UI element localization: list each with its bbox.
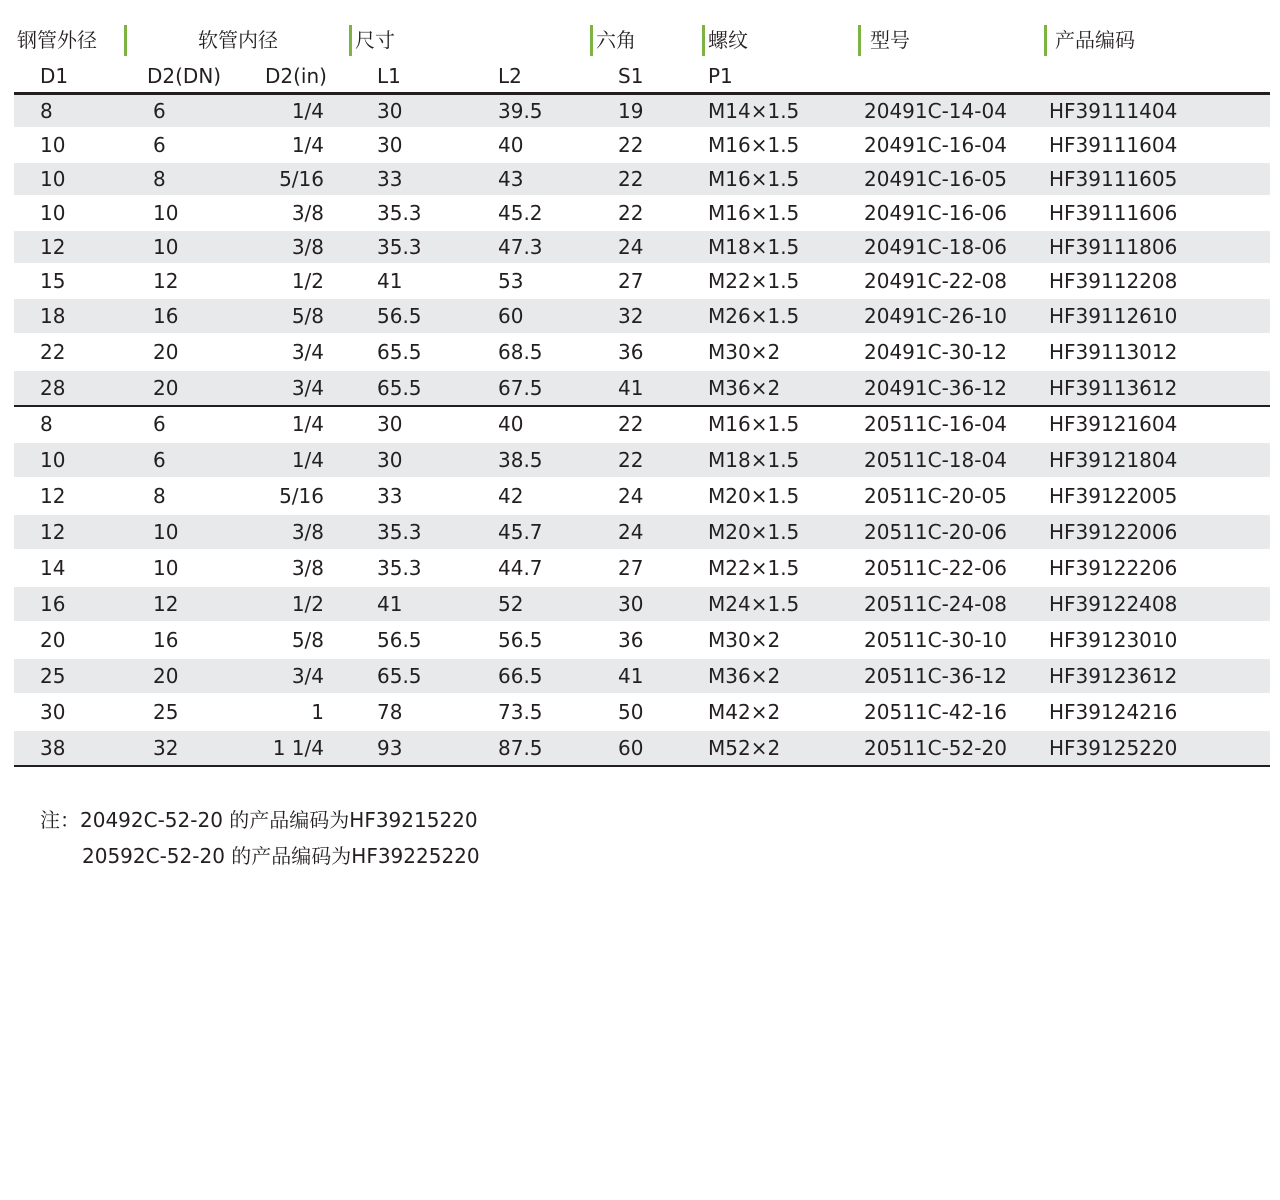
table-row [14,299,1270,333]
table-row [14,479,1270,513]
cell-d1: 28 [40,376,66,400]
cell-product-code: HF39122206 [1049,556,1178,580]
table-body-group-2 [14,407,1270,767]
cell-product-code: HF39112208 [1049,269,1178,293]
cell-l1: 41 [377,592,403,616]
cell-d1: 25 [40,664,66,688]
table-row [14,551,1270,585]
cell-d2-in: 5/8 [291,628,324,652]
cell-p1: M26×1.5 [708,304,800,328]
subheader-s1: S1 [618,64,644,88]
table-row [14,95,1270,127]
header-divider [858,25,861,56]
cell-d1: 22 [40,340,66,364]
cell-d2-in: 5/8 [291,304,324,328]
cell-l2: 45.2 [498,201,543,225]
cell-p1: M16×1.5 [708,133,800,157]
table-row [14,659,1270,693]
cell-s1: 32 [618,304,644,328]
cell-product-code: HF39111404 [1049,99,1178,123]
cell-d2-in: 1/4 [291,448,324,472]
cell-model: 20491C-26-10 [864,304,1007,328]
cell-d2-dn: 8 [153,167,166,191]
cell-d1: 10 [40,201,66,225]
cell-s1: 27 [618,269,644,293]
cell-product-code: HF39112610 [1049,304,1178,328]
cell-model: 20491C-18-06 [864,235,1007,259]
cell-product-code: HF39111605 [1049,167,1178,191]
table-row [14,407,1270,441]
cell-s1: 22 [618,201,644,225]
cell-l2: 40 [498,133,524,157]
cell-d1: 12 [40,484,66,508]
cell-model: 20511C-20-06 [864,520,1007,544]
cell-d2-dn: 6 [153,99,166,123]
cell-l1: 35.3 [377,520,422,544]
cell-d2-in: 1/4 [291,412,324,436]
header-hex: 六角 [596,28,636,52]
cell-d2-dn: 10 [153,520,179,544]
header-divider [124,25,127,56]
cell-d1: 15 [40,269,66,293]
header-divider [1044,25,1047,56]
table-group-header [0,0,1280,58]
cell-d1: 8 [40,99,53,123]
header-dimensions: 尺寸 [355,28,395,52]
cell-l2: 73.5 [498,700,543,724]
cell-s1: 36 [618,340,644,364]
table-row [14,695,1270,729]
cell-d2-dn: 12 [153,592,179,616]
cell-d1: 20 [40,628,66,652]
cell-model: 20491C-16-04 [864,133,1007,157]
cell-model: 20491C-30-12 [864,340,1007,364]
cell-l1: 35.3 [377,201,422,225]
cell-product-code: HF39122408 [1049,592,1178,616]
cell-l2: 52 [498,592,524,616]
cell-d2-dn: 20 [153,376,179,400]
cell-p1: M22×1.5 [708,269,800,293]
table-row [14,163,1270,195]
cell-product-code: HF39121804 [1049,448,1178,472]
cell-p1: M18×1.5 [708,235,800,259]
table-sub-header [0,62,1280,92]
cell-d2-in: 5/16 [279,484,324,508]
cell-model: 20511C-42-16 [864,700,1007,724]
header-divider [590,25,593,56]
cell-l2: 56.5 [498,628,543,652]
cell-l1: 41 [377,269,403,293]
cell-d2-dn: 6 [153,133,166,157]
cell-p1: M16×1.5 [708,201,800,225]
note-line-1: 注：20492C-52-20 的产品编码为HF39215220 [40,808,478,832]
cell-model: 20511C-52-20 [864,736,1007,760]
cell-d2-in: 1/4 [291,99,324,123]
cell-product-code: HF39111606 [1049,201,1178,225]
cell-d2-dn: 20 [153,664,179,688]
header-divider [702,25,705,56]
cell-product-code: HF39121604 [1049,412,1178,436]
cell-product-code: HF39113612 [1049,376,1178,400]
cell-p1: M30×2 [708,628,781,652]
header-hose-id: 软管内径 [198,28,278,52]
cell-l1: 35.3 [377,235,422,259]
cell-d2-in: 1/4 [291,133,324,157]
table-row [14,371,1270,405]
cell-d1: 8 [40,412,53,436]
table-row [14,335,1270,369]
subheader-l2: L2 [498,64,522,88]
cell-product-code: HF39123010 [1049,628,1178,652]
cell-s1: 27 [618,556,644,580]
cell-l1: 30 [377,412,403,436]
cell-s1: 24 [618,520,644,544]
cell-l1: 65.5 [377,340,422,364]
cell-product-code: HF39124216 [1049,700,1178,724]
cell-l1: 65.5 [377,664,422,688]
cell-d2-in: 1 [311,700,324,724]
cell-model: 20491C-16-05 [864,167,1007,191]
header-thread: 螺纹 [708,28,748,52]
cell-d2-dn: 6 [153,448,166,472]
subheader-l1: L1 [377,64,401,88]
cell-d1: 10 [40,167,66,191]
cell-l2: 66.5 [498,664,543,688]
table-row [14,197,1270,229]
cell-s1: 30 [618,592,644,616]
header-steel-pipe-od: 钢管外径 [17,28,97,52]
cell-d2-dn: 16 [153,304,179,328]
cell-l2: 42 [498,484,524,508]
cell-l1: 93 [377,736,403,760]
subheader-d2-dn: D2(DN) [147,64,222,88]
cell-d1: 14 [40,556,66,580]
cell-model: 20511C-36-12 [864,664,1007,688]
cell-s1: 24 [618,484,644,508]
cell-model: 20511C-18-04 [864,448,1007,472]
cell-d2-dn: 16 [153,628,179,652]
cell-p1: M42×2 [708,700,781,724]
cell-l2: 38.5 [498,448,543,472]
cell-model: 20491C-22-08 [864,269,1007,293]
cell-d1: 12 [40,235,66,259]
cell-model: 20511C-22-06 [864,556,1007,580]
cell-p1: M20×1.5 [708,520,800,544]
cell-d2-dn: 6 [153,412,166,436]
cell-s1: 50 [618,700,644,724]
subheader-d1: D1 [40,64,69,88]
cell-d2-in: 3/4 [291,664,324,688]
cell-l1: 30 [377,133,403,157]
cell-d2-dn: 10 [153,201,179,225]
cell-product-code: HF39111806 [1049,235,1178,259]
cell-d2-in: 3/8 [291,556,324,580]
cell-d2-in: 3/8 [291,235,324,259]
cell-l1: 33 [377,484,403,508]
cell-p1: M52×2 [708,736,781,760]
cell-d2-in: 3/8 [291,520,324,544]
cell-l1: 33 [377,167,403,191]
subheader-p1: P1 [708,64,733,88]
cell-s1: 19 [618,99,644,123]
cell-product-code: HF39113012 [1049,340,1178,364]
cell-l2: 87.5 [498,736,543,760]
cell-s1: 41 [618,664,644,688]
cell-l1: 35.3 [377,556,422,580]
cell-p1: M20×1.5 [708,484,800,508]
cell-d2-dn: 25 [153,700,179,724]
cell-p1: M16×1.5 [708,167,800,191]
cell-model: 20511C-24-08 [864,592,1007,616]
cell-l2: 44.7 [498,556,543,580]
cell-d1: 30 [40,700,66,724]
cell-l2: 40 [498,412,524,436]
cell-model: 20511C-20-05 [864,484,1007,508]
cell-s1: 22 [618,412,644,436]
header-model: 型号 [870,28,910,52]
cell-l2: 67.5 [498,376,543,400]
cell-l2: 53 [498,269,524,293]
cell-d2-in: 1 1/4 [272,736,324,760]
table-row [14,731,1270,765]
cell-product-code: HF39111604 [1049,133,1178,157]
cell-model: 20511C-16-04 [864,412,1007,436]
header-product-code: 产品编码 [1055,28,1135,52]
cell-p1: M24×1.5 [708,592,800,616]
cell-d1: 10 [40,133,66,157]
cell-s1: 41 [618,376,644,400]
cell-s1: 36 [618,628,644,652]
cell-d2-in: 1/2 [291,592,324,616]
cell-product-code: HF39122006 [1049,520,1178,544]
cell-d1: 18 [40,304,66,328]
table-body-group-1 [14,95,1270,407]
header-divider [349,25,352,56]
cell-product-code: HF39125220 [1049,736,1178,760]
cell-d1: 38 [40,736,66,760]
cell-model: 20491C-14-04 [864,99,1007,123]
cell-s1: 22 [618,133,644,157]
note-line-2: 20592C-52-20 的产品编码为HF39225220 [82,844,480,868]
cell-model: 20491C-36-12 [864,376,1007,400]
cell-d1: 16 [40,592,66,616]
table-bottom-rule [14,765,1270,767]
table-row [14,623,1270,657]
table-row [14,231,1270,263]
cell-d2-dn: 10 [153,235,179,259]
cell-l1: 56.5 [377,628,422,652]
cell-model: 20511C-30-10 [864,628,1007,652]
cell-p1: M18×1.5 [708,448,800,472]
cell-d1: 10 [40,448,66,472]
cell-d2-dn: 10 [153,556,179,580]
cell-p1: M36×2 [708,664,781,688]
table-row [14,443,1270,477]
cell-p1: M22×1.5 [708,556,800,580]
cell-s1: 24 [618,235,644,259]
cell-d1: 12 [40,520,66,544]
table-row [14,265,1270,297]
table-row [14,129,1270,161]
table-row [14,515,1270,549]
cell-l1: 56.5 [377,304,422,328]
cell-s1: 22 [618,448,644,472]
cell-l1: 30 [377,99,403,123]
cell-l1: 65.5 [377,376,422,400]
cell-d2-in: 1/2 [291,269,324,293]
cell-l2: 39.5 [498,99,543,123]
cell-d2-dn: 8 [153,484,166,508]
subheader-d2-in: D2(in) [265,64,327,88]
cell-l2: 47.3 [498,235,543,259]
cell-p1: M36×2 [708,376,781,400]
cell-d2-dn: 12 [153,269,179,293]
cell-l1: 78 [377,700,403,724]
cell-l1: 30 [377,448,403,472]
table-row [14,587,1270,621]
cell-d2-dn: 32 [153,736,179,760]
cell-d2-in: 3/4 [291,376,324,400]
cell-product-code: HF39122005 [1049,484,1178,508]
cell-s1: 22 [618,167,644,191]
cell-d2-dn: 20 [153,340,179,364]
cell-l2: 45.7 [498,520,543,544]
cell-s1: 60 [618,736,644,760]
cell-d2-in: 3/8 [291,201,324,225]
cell-p1: M30×2 [708,340,781,364]
cell-product-code: HF39123612 [1049,664,1178,688]
cell-model: 20491C-16-06 [864,201,1007,225]
cell-p1: M16×1.5 [708,412,800,436]
cell-l2: 60 [498,304,524,328]
cell-d2-in: 3/4 [291,340,324,364]
cell-d2-in: 5/16 [279,167,324,191]
cell-p1: M14×1.5 [708,99,800,123]
cell-l2: 43 [498,167,524,191]
cell-l2: 68.5 [498,340,543,364]
